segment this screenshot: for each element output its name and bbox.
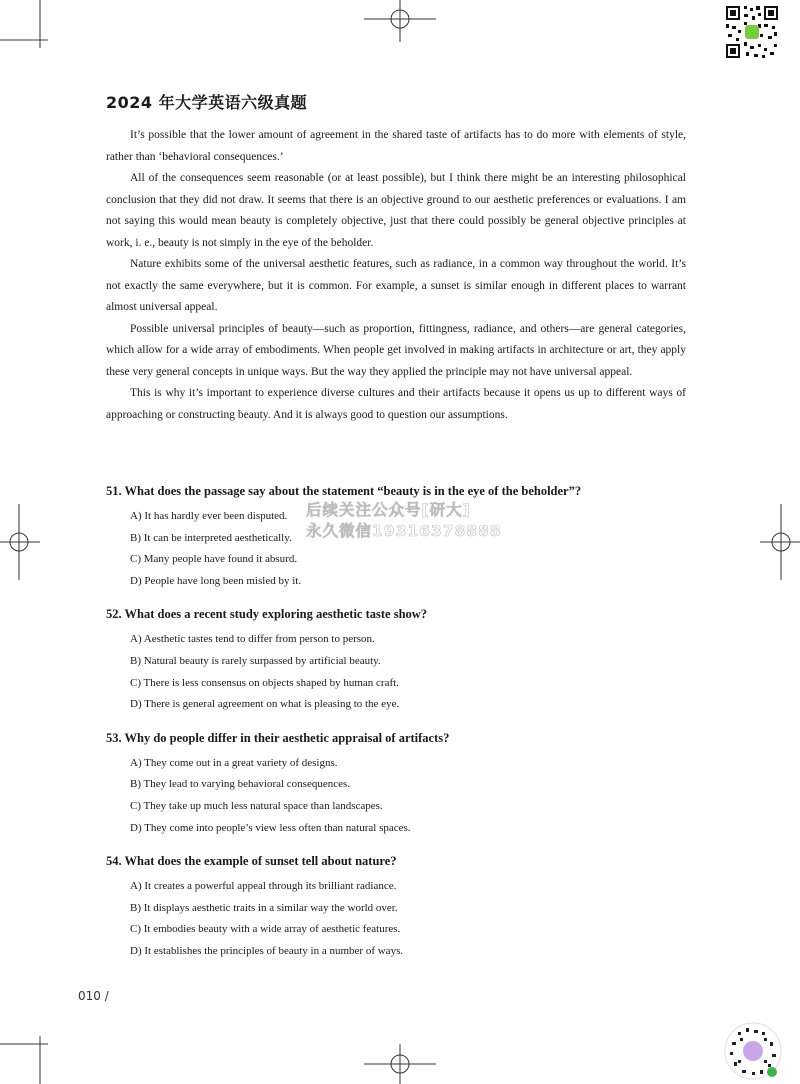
question-stem: 51. What does the passage say about the statement “beauty is in the eye of the beholder”? (106, 484, 582, 498)
page-title: 2024 年大学英语六级真题 (106, 93, 308, 112)
option-c: C) Many people have found it absurd. (130, 553, 298, 566)
passage-paragraph: It’s possible that the lower amount of agreement in the shared taste of artifacts has to do more with elements of style, rather than ‘behavioral consequences.’ (106, 129, 686, 163)
passage-paragraph: All of the consequences seem reasonable (or at least possible), but I think there might be an interesting philosophical conclusion that they did not draw. It seems that there is an objective ground to our aesthetic preferences or evaluations. I am not saying this would mean beauty is completely objective, just that there could possibly be general objective principles at work, i. e., beauty is not simply in the eye of the beholder. (106, 172, 686, 249)
option-a: A) They come out in a great variety of designs. (130, 756, 338, 769)
option-list (106, 876, 686, 962)
passage-paragraph: Possible universal principles of beauty—such as proportion, fittingness, radiance, and others—are general categories, which allow for a wide array of embodiments. When people get involved in making artifacts in architecture or art, they apply these very general concepts in unique ways. But the way they applied the principle may not have universal appeal. (106, 322, 686, 378)
option-b: B) They lead to varying behavioral consequences. (130, 778, 351, 791)
option-a: A) It has hardly ever been disputed. (130, 510, 288, 522)
page-number: 010 / (78, 989, 109, 1003)
passage-paragraph: Nature exhibits some of the universal aesthetic features, such as radiance, in a common way throughout the world. It’s not exactly the same everywhere, but it is common. For example, a sunset is similar enough in different places to warrant almost universal appeal. (106, 258, 686, 313)
question-54 (106, 852, 686, 962)
option-a: A) Aesthetic tastes tend to differ from person to person. (130, 633, 375, 646)
option-d: D) They come into people’s view less often than natural spaces. (130, 821, 411, 834)
option-b: B) Natural beauty is rarely surpassed by artificial beauty. (130, 654, 381, 667)
reading-passage (106, 125, 686, 426)
question-53 (106, 729, 686, 839)
option-d: D) It establishes the principles of beauty in a number of ways. (130, 944, 404, 957)
mini-program-code-icon (724, 1022, 782, 1080)
option-a: A) It creates a powerful appeal through its brilliant radiance. (130, 880, 397, 893)
passage-paragraph: This is why it’s important to experience diverse cultures and their artifacts because it opens us up to different ways of approaching or constructing beauty. And it is always good to question our assumptions. (106, 387, 686, 421)
option-list (106, 629, 686, 715)
watermark (306, 500, 502, 542)
qr-code-icon (724, 4, 780, 60)
question-52 (106, 605, 686, 715)
option-c: C) There is less consensus on objects shaped by human craft. (130, 676, 399, 689)
option-c: C) They take up much less natural space than landscapes. (130, 799, 383, 812)
option-list (106, 753, 686, 839)
watermark-line: 后续关注公众号[研大] (306, 501, 471, 519)
option-b: B) It displays aesthetic traits in a similar way the world over. (130, 901, 398, 914)
option-c: C) It embodies beauty with a wide array of aesthetic features. (130, 923, 401, 936)
question-list (106, 482, 686, 976)
option-b: B) It can be interpreted aesthetically. (130, 531, 292, 544)
question-stem: 52. What does a recent study exploring aesthetic taste show? (106, 607, 428, 622)
question-stem: 54. What does the example of sunset tell about nature? (106, 854, 397, 869)
watermark-line: 永久微信19316378888 (306, 522, 502, 540)
option-d: D) There is general agreement on what is pleasing to the eye. (130, 698, 400, 711)
option-d: D) People have long been misled by it. (130, 574, 302, 587)
question-stem: 53. Why do people differ in their aesthetic appraisal of artifacts? (106, 730, 450, 745)
